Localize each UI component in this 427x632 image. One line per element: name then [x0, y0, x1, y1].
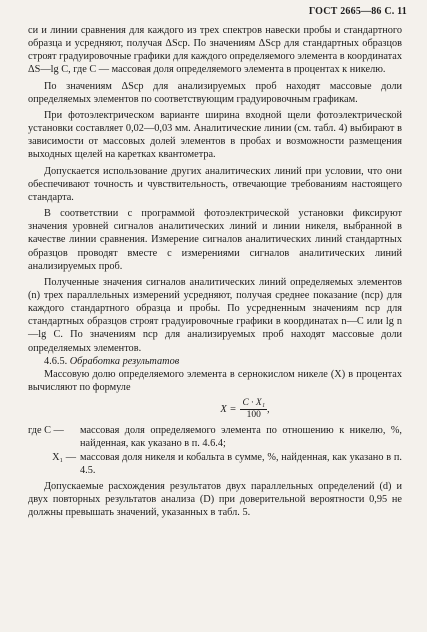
section-number: 4.6.5.	[44, 355, 68, 367]
paragraph-photoelectric-variant: При фотоэлектрическом варианте ширина входной щели фотоэлектрической установки составляет 0,02—0,03 мм. Аналитические линии (см. табл. 4) выбирают в зависимости от массовых долей элементов в пробах и возможности размещения выходных щелей на каретках квантометра.	[28, 109, 402, 161]
formula-fraction	[240, 398, 267, 421]
section-title: Обработка результатов	[69, 355, 180, 367]
page-header: ГОСТ 2665—86 С. 11	[308, 6, 407, 17]
section-heading	[28, 355, 402, 368]
formula-intro: Массовую долю определяемого элемента в сернокислом никеле (X) в процентах вычисляют по формуле	[28, 368, 402, 394]
definition-text: массовая доля определяемого элемента по отношению к никелю, %, найденная, как указано в п. 4.6.4;	[80, 425, 402, 450]
formula-numerator: C · X₁	[242, 397, 266, 408]
definition-x1	[28, 451, 402, 477]
paragraph-other-lines: Допускается использование других аналитических линий при условии, что они обеспечивают точность и чувствительность, отвечающие требованиям настоящего стандарта.	[28, 165, 402, 203]
formula-denominator: 100	[246, 409, 261, 420]
paragraph-tolerances: Допускаемые расхождения результатов двух параллельных определений (d) и двух повторных результатов анализа (D) при доверительной вероятности 0,95 не должны превышать значений, указанных в табл. 5.	[28, 480, 402, 519]
formula-end: ,	[267, 403, 270, 415]
definition-c	[28, 424, 402, 450]
page-body	[28, 24, 402, 519]
definition-text: массовая доля никеля и кобальта в сумме, %, найденная, как указано в п. 4.5.	[80, 451, 402, 476]
definition-symbol: где C —	[28, 425, 64, 437]
definition-symbol: X₁ —	[52, 451, 76, 463]
paragraph-signal-values: Полученные значения сигналов аналитических линий определяемых элементов (n) трех параллельных измерений усредняют, получая среднее показание (nср) для каждого стандартного образца и пробы. По усредненным значениям nср для стандартных образцов строят градуировочные графики в координатах n—C или lg n—lg C. По значениям nср для анализируемых проб находят массовые доли определяемых элементов.	[28, 276, 402, 354]
formula	[88, 396, 402, 422]
formula-lhs: X =	[220, 403, 237, 415]
paragraph-program-signals: В соответствии с программой фотоэлектрической установки фиксируют значения уровней сигналов аналитических линий и линии никеля, выбранной в качестве линии сравнения. Измерение сигналов аналитических линий стандартных образцов проводят вместе с измерениями сигналов аналитических линий анализируемых проб.	[28, 208, 402, 272]
paragraph-continuation: си и линии сравнения для каждого из трех спектров навески пробы и стандартного образца и усредняют, получая ΔSср. По значениям ΔSср для стандартных образцов строят градуировочные графики для каждого определяемого элемента в координатах ΔS—lg C, где C — массовая доля определяемого элемента в процентах к никелю.	[28, 25, 402, 76]
paragraph-mass-fractions: По значениям ΔSср для анализируемых проб находят массовые доли определяемых элементов по соответствующим градуировочным графикам.	[28, 80, 402, 105]
